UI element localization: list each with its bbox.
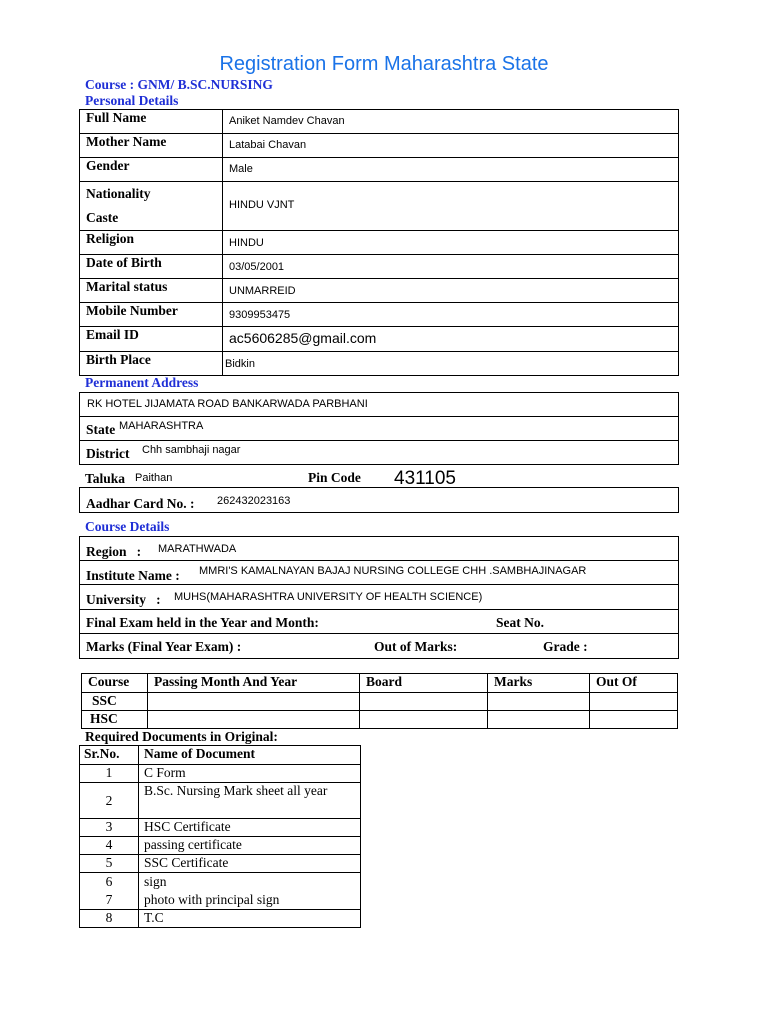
table-row [80,837,361,855]
doc-name: passing certificate [139,837,361,855]
state-value: MAHARASHTRA [119,420,204,432]
table-row [80,855,361,873]
district-label: District [86,446,130,461]
row-hsc: HSC [82,711,148,729]
personal-details-heading: Personal Details [85,93,179,108]
course-details-heading: Course Details [85,519,170,534]
aadhar-value: 262432023163 [217,495,291,507]
table-row [82,693,678,711]
col-marks: Marks [488,674,590,693]
dob-value: 03/05/2001 [223,255,679,279]
table-row [80,327,679,352]
table-row [80,819,361,837]
state-label: State [86,422,116,437]
religion-value: HINDU [223,231,679,255]
table-row [80,303,679,327]
col-sr-no: Sr.No. [80,746,139,765]
documents-table [79,745,361,928]
gender-label: Gender [80,158,223,182]
university-box [79,584,679,610]
grade-label: Grade : [543,639,588,654]
dob-label: Date of Birth [80,255,223,279]
marks-label: Marks (Final Year Exam) : [86,639,242,654]
aadhar-box [79,487,679,513]
region-box [79,536,679,561]
doc-no: 6 [105,874,113,889]
caste-value: HINDU VJNT [223,182,679,231]
table-header-row [80,746,361,765]
row-ssc: SSC [82,693,148,711]
table-row [80,158,679,182]
marital-status-value: UNMARREID [223,279,679,303]
table-row [80,279,679,303]
pin-code-value: 431105 [394,468,456,489]
birth-place-label: Birth Place [80,352,223,376]
doc-no: 7 [105,892,113,907]
table-row [80,231,679,255]
nationality-label: Nationality [86,186,151,201]
address-line-box [79,392,679,417]
out-of-marks-label: Out of Marks: [374,639,458,654]
religion-label: Religion [80,231,223,255]
col-course: Course [82,674,148,693]
mother-name-label: Mother Name [80,134,223,158]
table-row [80,352,679,376]
col-passing: Passing Month And Year [148,674,360,693]
doc-name: SSC Certificate [139,855,361,873]
seat-no-label: Seat No. [496,615,544,630]
table-row [80,910,361,928]
doc-no: 8 [80,910,139,928]
col-out-of: Out Of [590,674,678,693]
table-row [80,134,679,158]
table-row [80,873,361,910]
doc-name: sign [144,874,167,889]
doc-name: C Form [139,765,361,783]
col-document-name: Name of Document [139,746,361,765]
institute-box [79,560,679,585]
doc-no: 2 [80,783,139,819]
doc-no: 4 [80,837,139,855]
marks-box [79,633,679,659]
doc-name: B.Sc. Nursing Mark sheet all year [139,783,361,819]
taluka-label: Taluka [85,471,126,486]
documents-heading: Required Documents in Original: [85,729,278,744]
full-name-label: Full Name [80,110,223,134]
marital-status-label: Marital status [80,279,223,303]
aadhar-label: Aadhar Card No. : [86,496,195,511]
table-row [80,765,361,783]
institute-label: Institute Name : [86,568,180,583]
taluka-row [85,470,125,488]
personal-details-table [79,109,679,376]
institute-value: MMRI'S KAMALNAYAN BAJAJ NURSING COLLEGE CHH .SAMBHAJINAGAR [199,565,587,577]
table-row [80,110,679,134]
doc-no: 5 [80,855,139,873]
doc-name: HSC Certificate [139,819,361,837]
region-value: MARATHWADA [158,543,237,555]
state-box [79,416,679,441]
university-value: MUHS(MAHARASHTRA UNIVERSITY OF HEALTH SCIENCE) [174,591,483,603]
table-header-row [82,674,678,693]
full-name-value: Aniket Namdev Chavan [223,110,679,134]
table-row [80,182,679,231]
email-value: ac5606285@gmail.com [223,327,679,352]
table-row [82,711,678,729]
course-heading: Course : GNM/ B.SC.NURSING [85,77,273,92]
region-label: Region : [86,544,142,559]
gender-value: Male [223,158,679,182]
doc-no: 1 [80,765,139,783]
pin-code-label: Pin Code [308,470,361,485]
taluka-value: Paithan [135,472,173,484]
doc-no: 3 [80,819,139,837]
mobile-number-value: 9309953475 [223,303,679,327]
final-exam-box [79,609,679,634]
university-label: University : [86,592,161,607]
birth-place-value: Bidkin [223,352,679,376]
caste-label: Caste [86,210,119,225]
table-row [80,783,361,819]
doc-name: photo with principal sign [144,892,280,907]
district-value: Chh sambhaji nagar [142,444,241,456]
mother-name-value: Latabai Chavan [223,134,679,158]
address-line: RK HOTEL JIJAMATA ROAD BANKARWADA PARBHANI [87,398,368,410]
mobile-number-label: Mobile Number [80,303,223,327]
doc-name: T.C [139,910,361,928]
exam-table [81,673,678,729]
table-row [80,255,679,279]
form-title: Registration Form Maharashtra State [219,53,549,75]
final-exam-label: Final Exam held in the Year and Month: [86,615,319,630]
district-box [79,440,679,465]
permanent-address-heading: Permanent Address [85,375,199,390]
col-board: Board [360,674,488,693]
email-label: Email ID [80,327,223,352]
